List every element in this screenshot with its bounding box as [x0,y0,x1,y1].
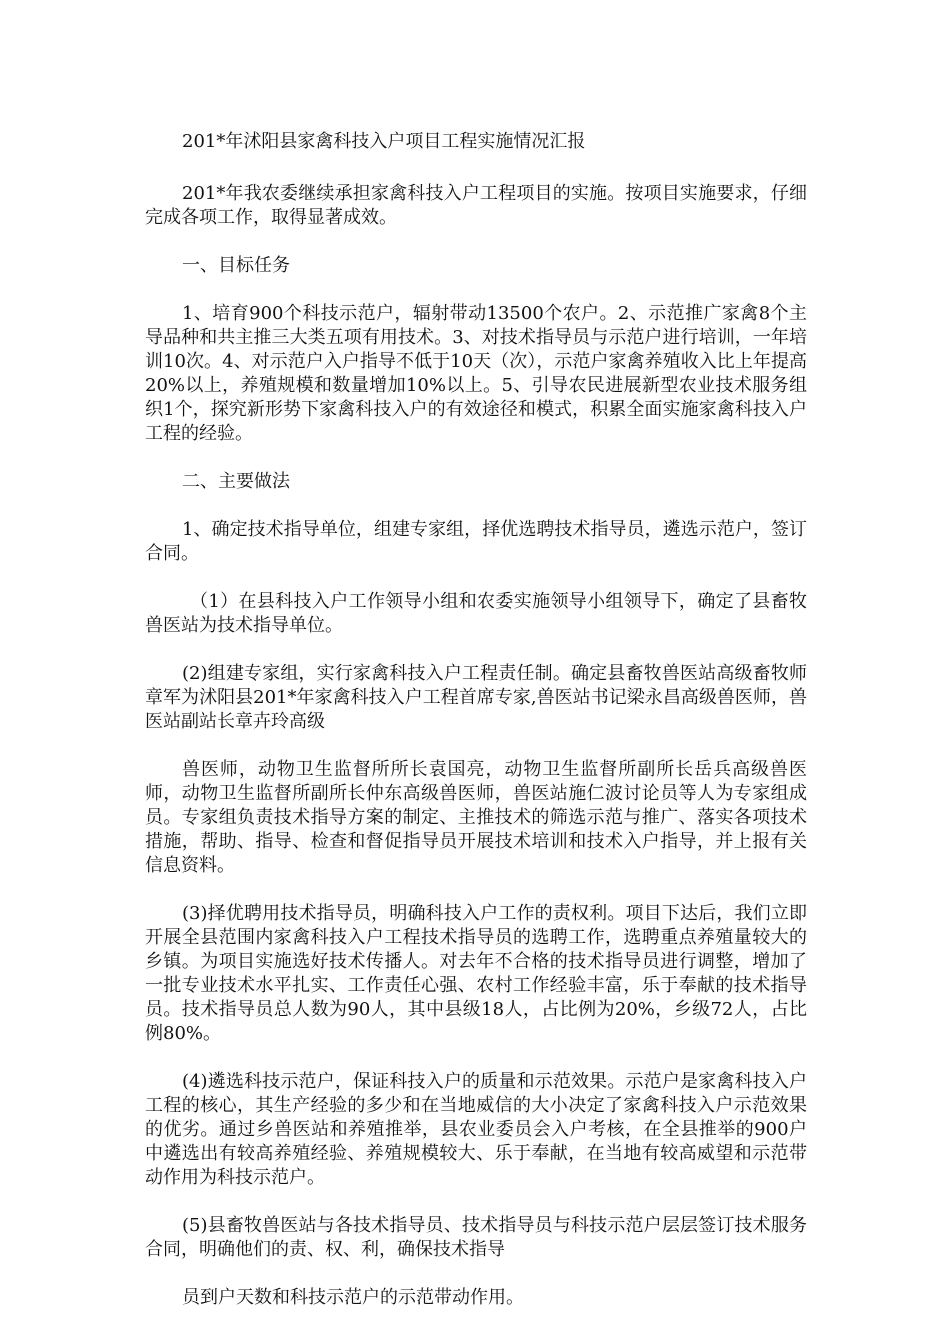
paragraph-method-1-1: （1）在县科技入户工作领导小组和农委实施领导小组领导下，确定了县畜牧兽医站为技术指导单位。 [145,591,807,636]
paragraph-method-1-4: (4)遴选科技示范户，保证科技入户的质量和示范效果。示范户是家禽科技入户工程的核心，其生产经验的多少和在当地威信的大小决定了家禽科技入户示范效果的优劣。通过乡兽医站和养殖推举，县农业委员会入户考核，在全县推举的900户中遴选出有较高养殖经验、养殖规模较大、乐于奉献，在当地有较高威望和示范带动作用为科技示范户。 [145,1071,807,1188]
paragraph-method-1-5: (5)县畜牧兽医站与各技术指导员、技术指导员与科技示范户层层签订技术服务合同，明确他们的责、权、利，确保技术指导 [145,1215,807,1260]
paragraph-method-1: 1、确定技术指导单位，组建专家组，择优选聘技术指导员，遴选示范户，签订合同。 [145,519,807,564]
section-heading-goals: 一、目标任务 [182,255,290,276]
paragraph-intro: 201*年我农委继续承担家禽科技入户工程项目的实施。按项目实施要求，仔细完成各项工作，取得显著成效。 [145,183,807,228]
paragraph-goals: 1、培育900个科技示范户，辐射带动13500个农户。2、示范推广家禽8个主导品种和共主推三大类五项有用技术。3、对技术指导员与示范户进行培训，一年培训10次。4、对示范户入户指导不低于10天（次），示范户家禽养殖收入比上年提高20%以上，养殖规模和数量增加10%以上。5、引导农民进展新型农业技术服务组织1个，探究新形势下家禽科技入户的有效途径和模式，积累全面实施家禽科技入户工程的经验。 [145,303,807,444]
paragraph-method-1-3: (3)择优聘用技术指导员，明确科技入户工作的责权利。项目下达后，我们立即开展全县范围内家禽科技入户工程技术指导员的选聘工作，选聘重点养殖量较大的乡镇。为项目实施选好技术传播人。对去年不合格的技术指导员进行调整，增加了一批专业技术水平扎实、工作责任心强、农村工作经验丰富，乐于奉献的技术指导员。技术指导员总人数为90人，其中县级18人，占比例为20%，乡级72人，占比例80%。 [145,903,807,1044]
document-title: 201*年沭阳县家禽科技入户项目工程实施情况汇报 [182,131,586,152]
document-page [145,130,807,1334]
paragraph-method-1-5-cont: 员到户天数和科技示范户的示范带动作用。 [182,1287,524,1308]
paragraph-method-1-2: (2)组建专家组，实行家禽科技入户工程责任制。确定县畜牧兽医站高级畜牧师章军为沭阳县201*年家禽科技入户工程首席专家,兽医站书记梁永昌高级兽医师，兽医站副站长章卉玲高级 [145,663,807,732]
paragraph-method-1-2-cont: 兽医师，动物卫生监督所所长袁国亮，动物卫生监督所副所长岳兵高级兽医师，动物卫生监督所副所长仲东高级兽医师，兽医站施仁波讨论员等人为专家组成员。专家组负责技术指导方案的制定、主推技术的筛选示范与推广、落实各项技术措施，帮助、指导、检查和督促指导员开展技术培训和技术入户指导，并上报有关信息资料。 [145,759,807,876]
section-heading-methods: 二、主要做法 [182,471,290,492]
